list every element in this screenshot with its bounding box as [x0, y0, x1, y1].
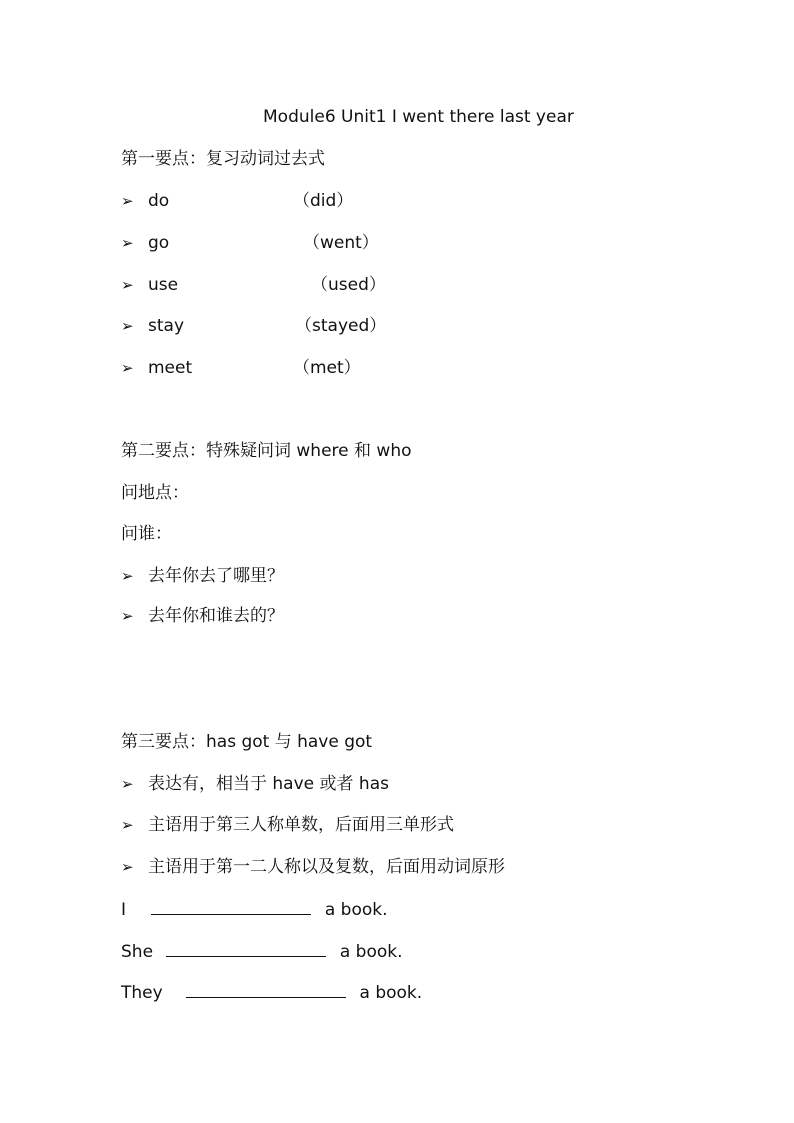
arrowhead-bullet-icon: ➢	[121, 276, 134, 294]
question-text: 去年你去了哪里？	[148, 566, 284, 586]
verb-item	[121, 274, 386, 296]
arrowhead-bullet-icon: ➢	[121, 359, 134, 377]
answer-blank[interactable]	[186, 981, 346, 998]
question-item	[121, 565, 284, 587]
page-title: Module6 Unit1 I went there last year	[263, 107, 574, 127]
verb-past: （used）	[311, 275, 386, 295]
arrowhead-bullet-icon: ➢	[121, 775, 134, 793]
rule-item	[121, 814, 454, 836]
rule-item	[121, 773, 389, 795]
verb-item	[121, 357, 361, 379]
point1-heading: 第一要点：复习动词过去式	[121, 149, 325, 169]
point3-heading: 第三要点：has got 与 have got	[121, 732, 373, 752]
verb-past: （met）	[293, 358, 361, 378]
arrowhead-bullet-icon: ➢	[121, 234, 134, 252]
arrowhead-bullet-icon: ➢	[121, 192, 134, 210]
answer-blank[interactable]	[151, 898, 311, 915]
arrowhead-bullet-icon: ➢	[121, 317, 134, 335]
verb-base: stay	[148, 316, 185, 336]
arrowhead-bullet-icon: ➢	[121, 816, 134, 834]
verb-item	[121, 232, 379, 254]
verb-item	[121, 190, 354, 212]
verb-base: do	[148, 191, 170, 211]
verb-past: （went）	[303, 233, 379, 253]
question-item	[121, 605, 284, 627]
verb-base: use	[148, 275, 179, 295]
exercise-subject: I	[121, 900, 127, 920]
rule-text: 表达有，相当于 have 或者 has	[148, 774, 389, 794]
answer-blank[interactable]	[166, 940, 326, 957]
verb-past: （did）	[293, 191, 354, 211]
verb-item	[121, 315, 387, 337]
verb-base: meet	[148, 358, 193, 378]
exercise-tail: a book.	[359, 983, 423, 1003]
exercise-subject: She	[121, 942, 154, 962]
ask-place-label: 问地点：	[121, 483, 189, 503]
arrowhead-bullet-icon: ➢	[121, 567, 134, 585]
exercise-subject: They	[121, 983, 163, 1003]
arrowhead-bullet-icon: ➢	[121, 858, 134, 876]
exercise-tail: a book.	[324, 900, 388, 920]
verb-base: go	[148, 233, 170, 253]
ask-person-label: 问谁：	[121, 524, 172, 544]
rule-text: 主语用于第一二人称以及复数，后面用动词原形	[148, 857, 505, 877]
point2-heading: 第二要点：特殊疑问词 where 和 who	[121, 441, 412, 461]
question-text: 去年你和谁去的？	[148, 606, 284, 626]
arrowhead-bullet-icon: ➢	[121, 607, 134, 625]
exercise-tail: a book.	[339, 942, 403, 962]
exercise-row	[121, 898, 388, 921]
rule-item	[121, 856, 505, 878]
exercise-row	[121, 940, 403, 963]
rule-text: 主语用于第三人称单数，后面用三单形式	[148, 815, 454, 835]
verb-past: （stayed）	[295, 316, 387, 336]
exercise-row	[121, 981, 422, 1004]
